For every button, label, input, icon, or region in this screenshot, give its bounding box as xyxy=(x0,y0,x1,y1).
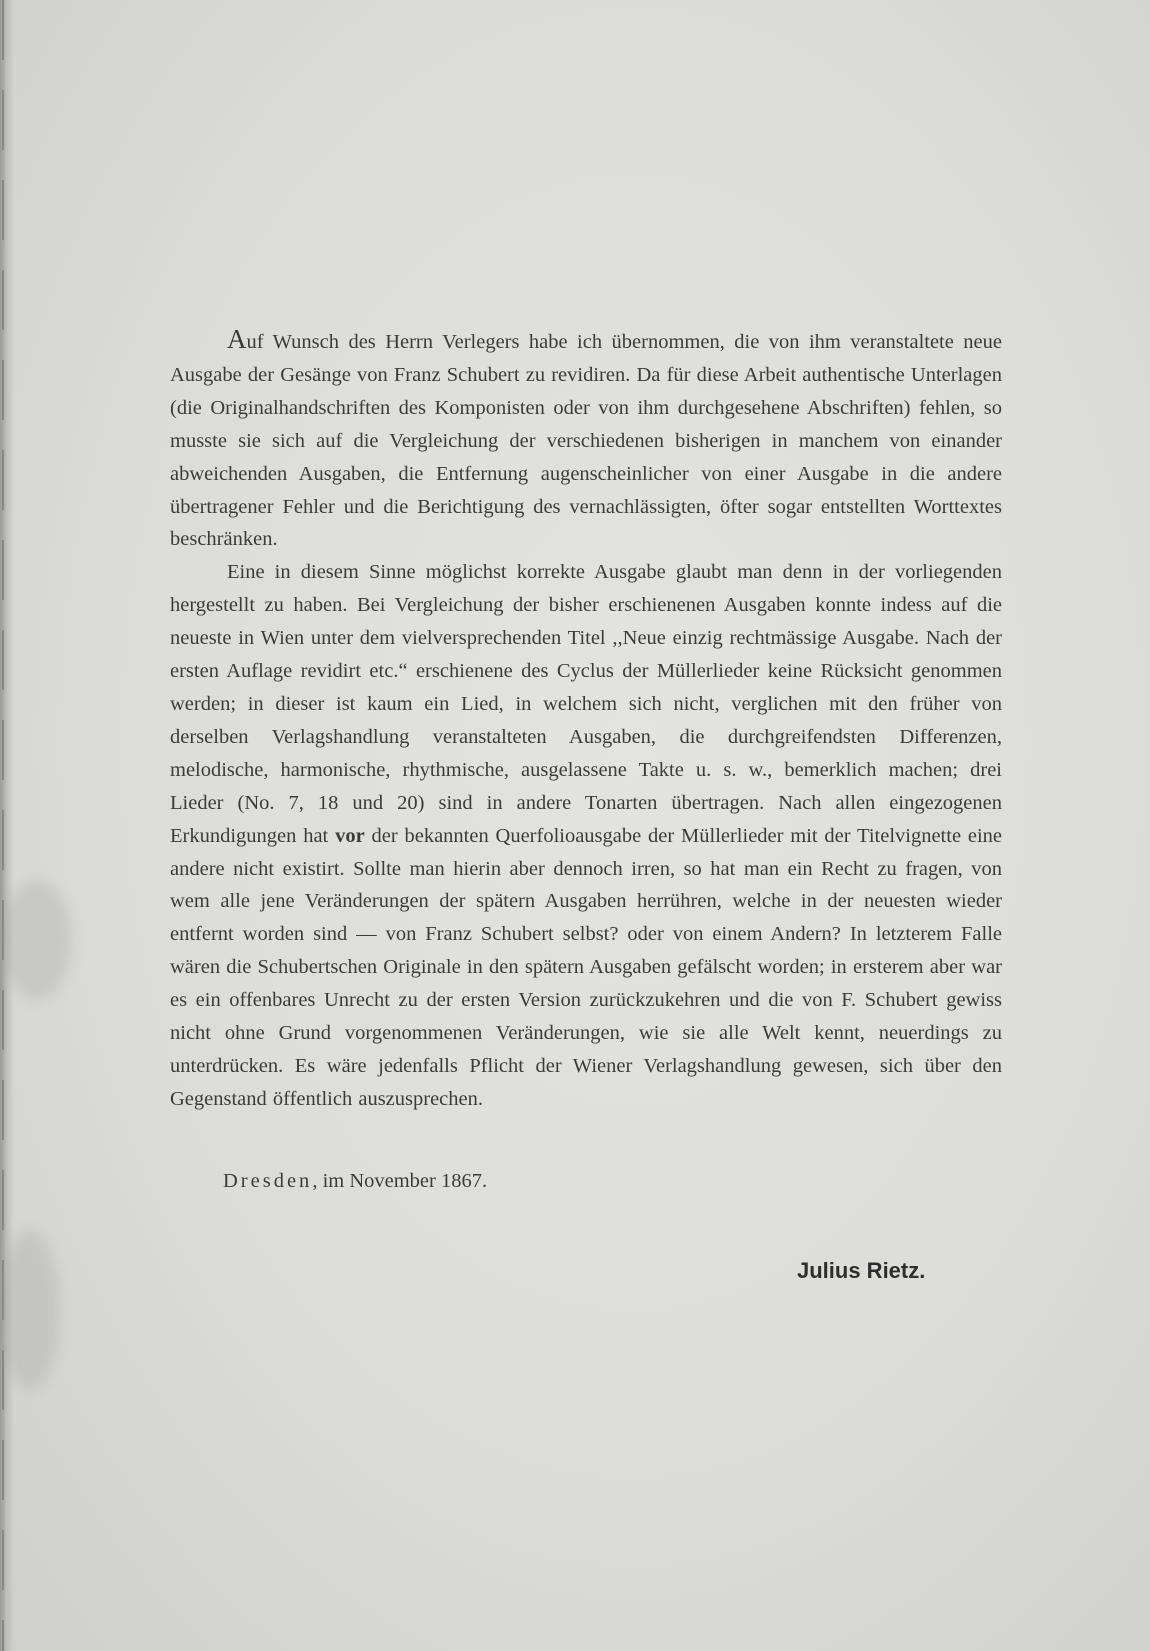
page-binding-edge xyxy=(0,0,14,1651)
paragraph-2-text-after: der bekannten Querfolioausgabe der Müllerlieder mit der Titelvignette eine andere nicht existirt. Sollte man hierin aber dennoch irren, so hat man ein Recht zu fragen, von wem alle jene Veränderungen der spätern Ausgaben herrühren, welche in der neuesten wieder entfernt worden sind — von Franz Schubert selbst? oder von einem Andern? In letzterem Falle wären die Schubertschen Originale in den spätern Ausgaben gefälscht worden; in ersterem aber war es ein offenbares Unrecht zu der ersten Version zurückzukehren und die von F. Schubert gewiss nicht ohne Grund vorgenommenen Veränderungen, wie sie alle Welt kennt, neuerdings zu unterdrücken. Es wäre jedenfalls Pflicht der Wiener Verlagshandlung gewesen, sich über den Gegenstand öffentlich auszusprechen. xyxy=(170,824,1002,1110)
place-name: Dresden xyxy=(223,1170,313,1192)
paragraph-1-text: uf Wunsch des Herrn Verlegers habe ich übernommen, die von ihm veranstaltete neue Ausgabe der Gesänge von Franz Schubert zu revidiren. Da für diese Arbeit authentische Unterlagen (die Originalhandschriften des Komponisten oder von ihm durchgesehene Abschriften) fehlen, so musste sie sich auf die Vergleichung der verschiedenen bisherigen in manchem von einander abweichenden Ausgaben, die Entfernung augenscheinlicher von einer Ausgabe in die andere übertragener Fehler und die Berichtigung des vernachlässigten, öfter sogar entstellten Worttextes beschränken. xyxy=(170,331,1002,551)
paper-stain xyxy=(0,1230,60,1390)
drop-initial: A xyxy=(227,324,247,354)
date-text: , im November 1867. xyxy=(312,1170,488,1192)
preface-text xyxy=(170,323,1002,1116)
paragraph-2 xyxy=(170,556,1002,1115)
paper-stain xyxy=(2,880,72,1000)
paragraph-1 xyxy=(170,323,1002,556)
emphasized-word: vor xyxy=(335,824,365,847)
author-signature: Julius Rietz. xyxy=(797,1258,926,1283)
place-date-line xyxy=(223,1170,487,1193)
paragraph-2-text-before: Eine in diesem Sinne möglichst korrekte Ausgabe glaubt man denn in der vorliegenden hergestellt zu haben. Bei Vergleichung der bisher erschienenen Ausgaben konnte indess auf die neueste in Wien unter dem vielversprechenden Titel ,,Neue einzig rechtmässige Ausgabe. Nach der ersten Auflage revidirt etc.“ erschienene des Cyclus der Müllerlieder keine Rücksicht genommen werden; in dieser ist kaum ein Lied, in welchem sich nicht, verglichen mit den früher von derselben Verlagshandlung veranstalteten Ausgaben, die durchgreifendsten Differenzen, melodische, harmonische, rhythmische, ausgelassene Takte u. s. w., bemerklich machen; drei Lieder (No. 7, 18 und 20) sind in andere Tonarten übertragen. Nach allen eingezogenen Erkundigungen hat xyxy=(170,561,1002,847)
